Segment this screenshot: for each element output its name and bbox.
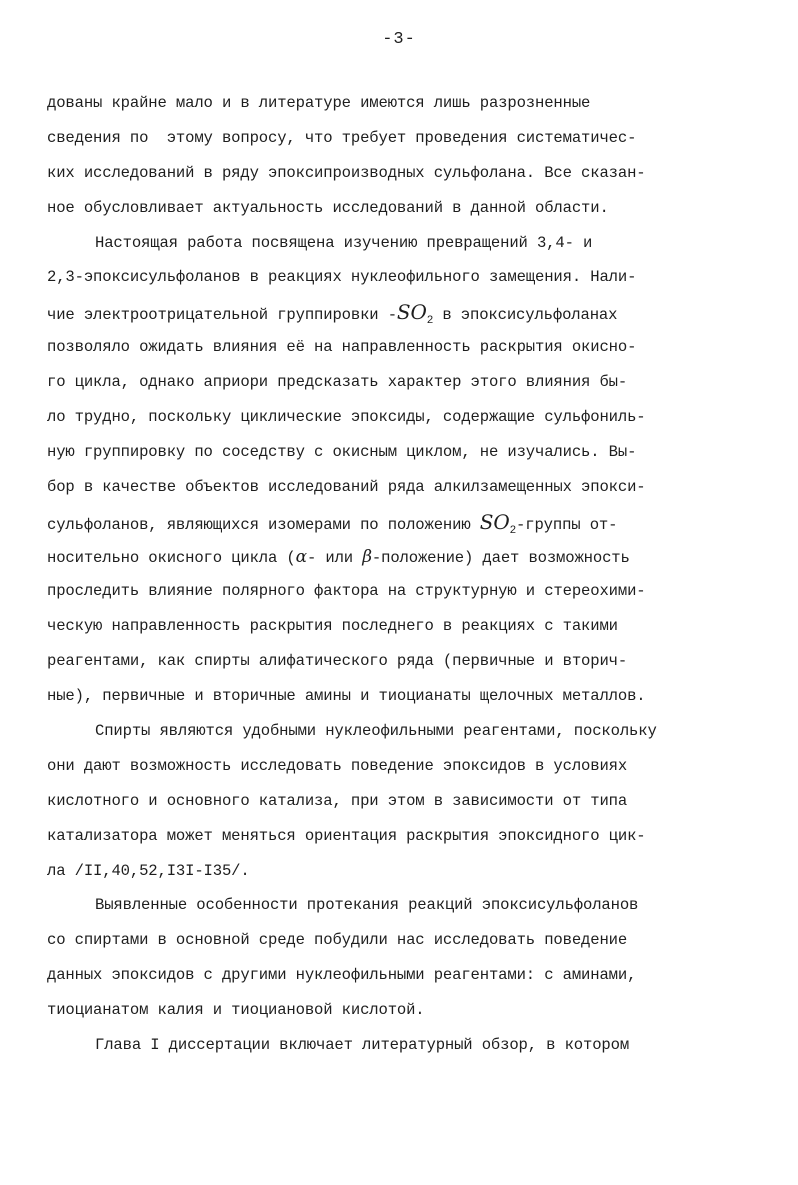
text-line: проследить влияние полярного фактора на структурную и стереохими- (47, 582, 646, 601)
text-line: реагентами, как спирты алифатического ряда (первичные и вторич- (47, 652, 628, 671)
text-fragment: -группы от- (516, 515, 618, 534)
paragraph-1 (47, 86, 737, 226)
text-line: данных эпоксидов с другими нуклеофильными реагентами: с аминами, (47, 966, 637, 985)
text-line: Глава I диссертации включает литературный обзор, в котором (95, 1036, 630, 1055)
paragraph-3 (47, 714, 737, 888)
text-line-with-so2 (47, 295, 737, 330)
paragraph-2 (47, 226, 737, 714)
text-line-with-so2 (47, 505, 737, 540)
text-line: дованы крайне мало и в литературе имеются лишь разрозненные (47, 94, 591, 112)
so2-subscript: 2 (509, 524, 517, 537)
text-line: со спиртами в основной среде побудили нас исследовать поведение (47, 931, 628, 950)
text-fragment: носительно окисного цикла ( (47, 548, 296, 567)
text-line: ло трудно, поскольку циклические эпоксиды, содержащие сульфониль- (47, 408, 646, 427)
paragraph-4 (47, 888, 737, 1028)
text-line: они дают возможность исследовать поведение эпоксидов в условиях (47, 756, 628, 775)
text-line: Спирты являются удобными нуклеофильными реагентами, поскольку (95, 722, 657, 741)
so2-formula: SO (396, 300, 427, 325)
so2-subscript: 2 (426, 315, 434, 328)
text-line: 2,3-эпоксисульфоланов в реакциях нуклеофильного замещения. Нали- (47, 268, 637, 287)
text-line: го цикла, однако априори предсказать характер этого влияния бы- (47, 373, 628, 392)
alpha-symbol: α (295, 546, 307, 567)
body-text (47, 86, 737, 1063)
paragraph-5 (47, 1028, 737, 1063)
text-line: кислотного и основного катализа, при этом в зависимости от типа (47, 791, 628, 810)
text-fragment: -положение) дает возможность (371, 548, 630, 567)
so2-formula: SO (479, 509, 510, 534)
text-line: ное обусловливает актуальность исследований в данной области. (47, 198, 609, 217)
page-number: -3- (382, 30, 416, 49)
text-line: ные), первичные и вторичные амины и тиоцианаты щелочных металлов. (47, 687, 646, 706)
text-line: ла /II,40,52,I3I-I35/. (47, 861, 250, 880)
text-line: ческую направленность раскрытия последнего в реакциях с такими (47, 617, 618, 636)
text-line: сведения по этому вопросу, что требует проведения систематичес- (47, 128, 637, 147)
text-fragment: чие электроотрицательной группировки - (47, 306, 397, 325)
text-line-with-greek (47, 540, 737, 575)
text-fragment: в эпоксисульфоланах (433, 306, 618, 325)
beta-symbol: β (362, 546, 372, 567)
text-fragment: - или (306, 548, 363, 567)
text-fragment: сульфоланов, являющихся изомерами по положению (47, 515, 480, 534)
text-line: бор в качестве объектов исследований ряда алкилзамещенных эпокси- (47, 477, 646, 496)
text-line: Выявленные особенности протекания реакций эпоксисульфоланов (95, 896, 639, 915)
text-line: ную группировку по соседству с окисным циклом, не изучались. Вы- (47, 442, 637, 461)
text-line: Настоящая работа посвящена изучению превращений 3,4- и (95, 233, 593, 252)
text-line: ких исследований в ряду эпоксипроизводных сульфолана. Все сказан- (47, 163, 646, 182)
text-line: тиоцианатом калия и тиоциановой кислотой. (47, 1001, 425, 1020)
text-line: катализатора может меняться ориентация раскрытия эпоксидного цик- (47, 826, 646, 845)
text-line: позволяло ожидать влияния её на направленность раскрытия окисно- (47, 338, 637, 357)
